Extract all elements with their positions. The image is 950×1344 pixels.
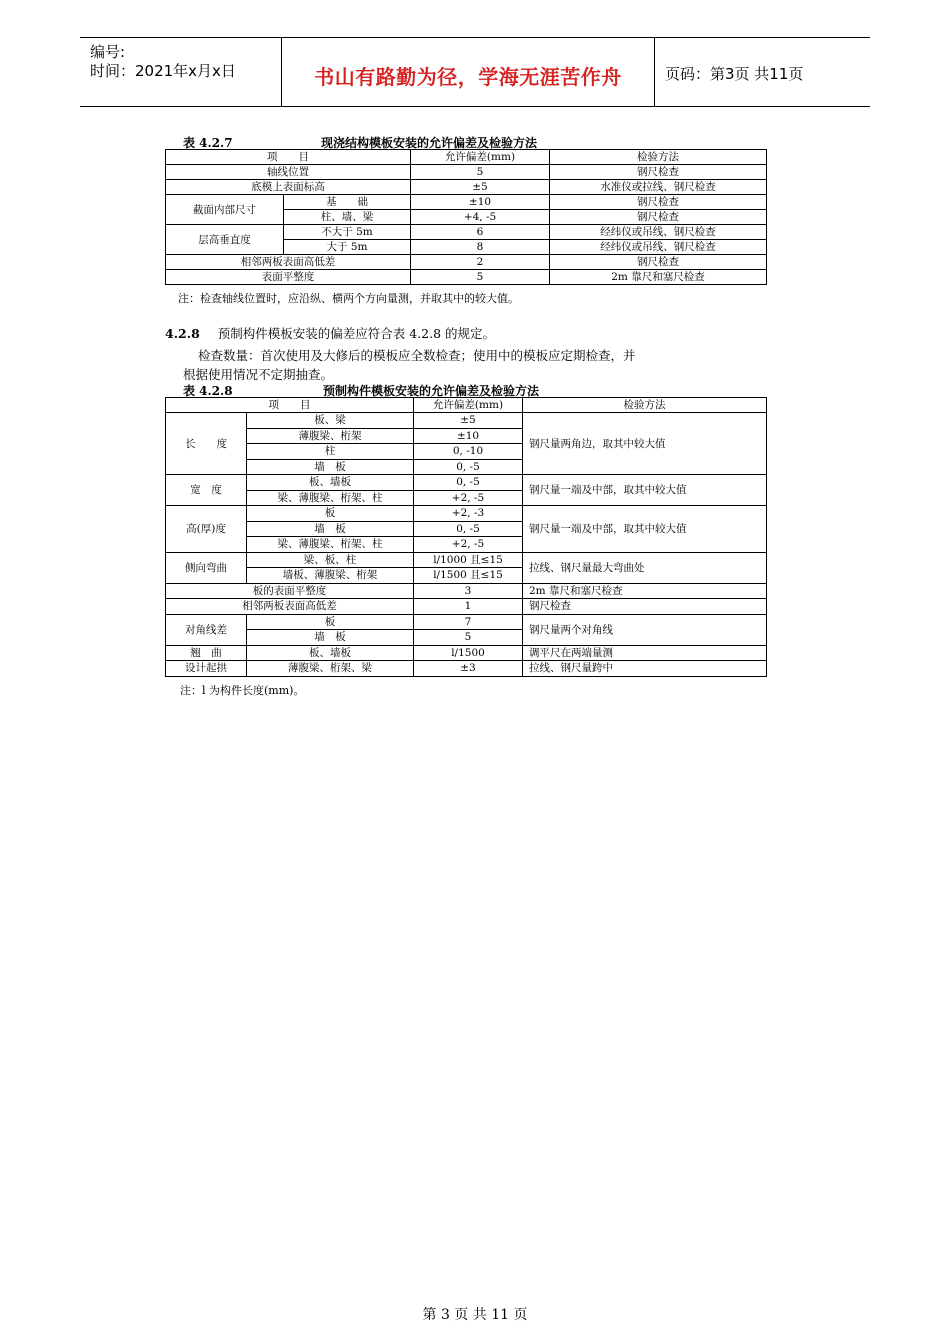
table-row xyxy=(166,614,767,630)
header-left-cell xyxy=(80,38,282,106)
value-cell: 7 xyxy=(414,614,523,630)
value-cell: 6 xyxy=(411,225,550,240)
method-cell: 钢尺量两个对角线 xyxy=(523,614,767,645)
method-cell: 钢尺量一端及中部，取其中较大值 xyxy=(523,506,767,553)
item-cell: 墙板、薄腹梁、桁架 xyxy=(247,568,414,584)
table-row xyxy=(166,255,767,270)
value-cell: ±5 xyxy=(414,413,523,429)
item-cell: 板 xyxy=(247,506,414,522)
paragraph-line: 检查数量：首次使用及大修后的模板应全数检查；使用中的模板应定期检查，并 xyxy=(198,348,636,363)
value-cell: 0, -5 xyxy=(414,475,523,491)
value-cell: l/1500 xyxy=(414,645,523,661)
group-cell: 宽 度 xyxy=(166,475,247,506)
table-row xyxy=(166,225,767,240)
item-cell: 轴线位置 xyxy=(166,165,411,180)
header-page-label: 页码：第3页 共11页 xyxy=(665,65,804,83)
value-cell: ±10 xyxy=(411,195,550,210)
group-cell: 侧向弯曲 xyxy=(166,552,247,583)
table-row xyxy=(166,398,767,413)
header-cell: 检验方法 xyxy=(523,398,767,413)
value-cell: 0, -5 xyxy=(414,521,523,537)
method-cell: 拉线、钢尺量跨中 xyxy=(523,661,767,677)
item-cell: 不大于 5m xyxy=(284,225,411,240)
table-row xyxy=(166,645,767,661)
table1-number: 表 4.2.7 xyxy=(183,136,233,150)
doc-number-label: 编号: xyxy=(90,43,126,61)
table-row xyxy=(166,150,767,165)
item-cell: 墙 板 xyxy=(247,459,414,475)
value-cell: ±5 xyxy=(411,180,550,195)
item-cell: 梁、薄腹梁、桁架、柱 xyxy=(247,537,414,553)
method-cell: 钢尺检查 xyxy=(550,255,767,270)
item-cell: 梁、板、柱 xyxy=(247,552,414,568)
table-row xyxy=(166,475,767,491)
item-cell: 相邻两板表面高低差 xyxy=(166,599,414,615)
value-cell: +2, -5 xyxy=(414,537,523,553)
table-row xyxy=(166,506,767,522)
method-cell: 钢尺检查 xyxy=(523,599,767,615)
table1-title: 现浇结构模板安装的允许偏差及检验方法 xyxy=(321,136,538,150)
value-cell: 5 xyxy=(411,270,550,285)
header-center-cell xyxy=(282,38,655,106)
section-text: 预制构件模板安装的偏差应符合表 4.2.8 的规定。 xyxy=(217,326,496,341)
method-cell: 钢尺量两角边，取其中较大值 xyxy=(523,413,767,475)
table-4-2-7 xyxy=(165,149,767,285)
method-cell: 2m 靠尺和塞尺检查 xyxy=(550,270,767,285)
method-cell: 拉线、钢尺量最大弯曲处 xyxy=(523,552,767,583)
group-cell: 对角线差 xyxy=(166,614,247,645)
group-cell: 长 度 xyxy=(166,413,247,475)
value-cell: +4, -5 xyxy=(411,210,550,225)
item-cell: 相邻两板表面高低差 xyxy=(166,255,411,270)
header-cell: 允许偏差(mm) xyxy=(411,150,550,165)
item-cell: 薄腹梁、桁架、梁 xyxy=(247,661,414,677)
value-cell: 0, -10 xyxy=(414,444,523,460)
value-cell: ±3 xyxy=(414,661,523,677)
item-cell: 底模上表面标高 xyxy=(166,180,411,195)
header-cell: 允许偏差(mm) xyxy=(414,398,523,413)
section-number: 4.2.8 xyxy=(165,326,200,341)
group-cell: 高(厚)度 xyxy=(166,506,247,553)
item-cell: 基 础 xyxy=(284,195,411,210)
table-row xyxy=(166,583,767,599)
method-cell: 调平尺在两端量测 xyxy=(523,645,767,661)
table-row xyxy=(166,195,767,210)
value-cell: ±10 xyxy=(414,428,523,444)
item-cell: 大于 5m xyxy=(284,240,411,255)
paragraph-line: 根据使用情况不定期抽查。 xyxy=(183,367,334,382)
item-cell: 墙 板 xyxy=(247,521,414,537)
value-cell: l/1500 且≤15 xyxy=(414,568,523,584)
table-row xyxy=(166,180,767,195)
item-cell: 梁、薄腹梁、桁架、柱 xyxy=(247,490,414,506)
table-row xyxy=(166,661,767,677)
header-cell: 项 目 xyxy=(166,150,411,165)
item-cell: 墙 板 xyxy=(247,630,414,646)
value-cell: +2, -3 xyxy=(414,506,523,522)
item-cell: 板、梁 xyxy=(247,413,414,429)
method-cell: 钢尺检查 xyxy=(550,195,767,210)
value-cell: 5 xyxy=(414,630,523,646)
page-footer: 第 3 页 共 11 页 xyxy=(422,1307,528,1323)
group-cell: 截面内部尺寸 xyxy=(166,195,284,225)
table-row xyxy=(166,413,767,429)
group-cell: 层高垂直度 xyxy=(166,225,284,255)
table-row xyxy=(166,552,767,568)
value-cell: 2 xyxy=(411,255,550,270)
method-cell: 经纬仪或吊线、钢尺检查 xyxy=(550,240,767,255)
group-cell: 设计起拱 xyxy=(166,661,247,677)
value-cell: 5 xyxy=(411,165,550,180)
header-cell: 项 目 xyxy=(166,398,414,413)
page-header xyxy=(80,37,870,107)
header-motto: 书山有路勤为径，学海无涯苦作舟 xyxy=(314,65,622,89)
table2-title: 预制构件模板安装的允许偏差及检验方法 xyxy=(323,384,540,398)
method-cell: 钢尺量一端及中部，取其中较大值 xyxy=(523,475,767,506)
table1-note: 注：检查轴线位置时，应沿纵、横两个方向量测，并取其中的较大值。 xyxy=(178,292,519,305)
item-cell: 板、墙板 xyxy=(247,645,414,661)
group-cell: 翘 曲 xyxy=(166,645,247,661)
item-cell: 板的表面平整度 xyxy=(166,583,414,599)
table-row xyxy=(166,270,767,285)
value-cell: 3 xyxy=(414,583,523,599)
item-cell: 表面平整度 xyxy=(166,270,411,285)
value-cell: l/1000 且≤15 xyxy=(414,552,523,568)
table-row xyxy=(166,599,767,615)
item-cell: 板 xyxy=(247,614,414,630)
item-cell: 薄腹梁、桁架 xyxy=(247,428,414,444)
method-cell: 水准仪或拉线、钢尺检查 xyxy=(550,180,767,195)
value-cell: 8 xyxy=(411,240,550,255)
table-row xyxy=(166,165,767,180)
item-cell: 柱、墙、梁 xyxy=(284,210,411,225)
value-cell: 0, -5 xyxy=(414,459,523,475)
item-cell: 板、墙板 xyxy=(247,475,414,491)
table-4-2-8 xyxy=(165,397,767,677)
method-cell: 钢尺检查 xyxy=(550,210,767,225)
method-cell: 2m 靠尺和塞尺检查 xyxy=(523,583,767,599)
item-cell: 柱 xyxy=(247,444,414,460)
table2-note: 注：l 为构件长度(mm)。 xyxy=(180,684,305,697)
value-cell: +2, -5 xyxy=(414,490,523,506)
header-right-cell xyxy=(655,38,870,106)
value-cell: 1 xyxy=(414,599,523,615)
header-cell: 检验方法 xyxy=(550,150,767,165)
section-heading xyxy=(165,324,495,342)
method-cell: 经纬仪或吊线、钢尺检查 xyxy=(550,225,767,240)
method-cell: 钢尺检查 xyxy=(550,165,767,180)
table2-number: 表 4.2.8 xyxy=(183,384,233,398)
doc-time-label: 时间：2021年x月x日 xyxy=(90,62,236,80)
